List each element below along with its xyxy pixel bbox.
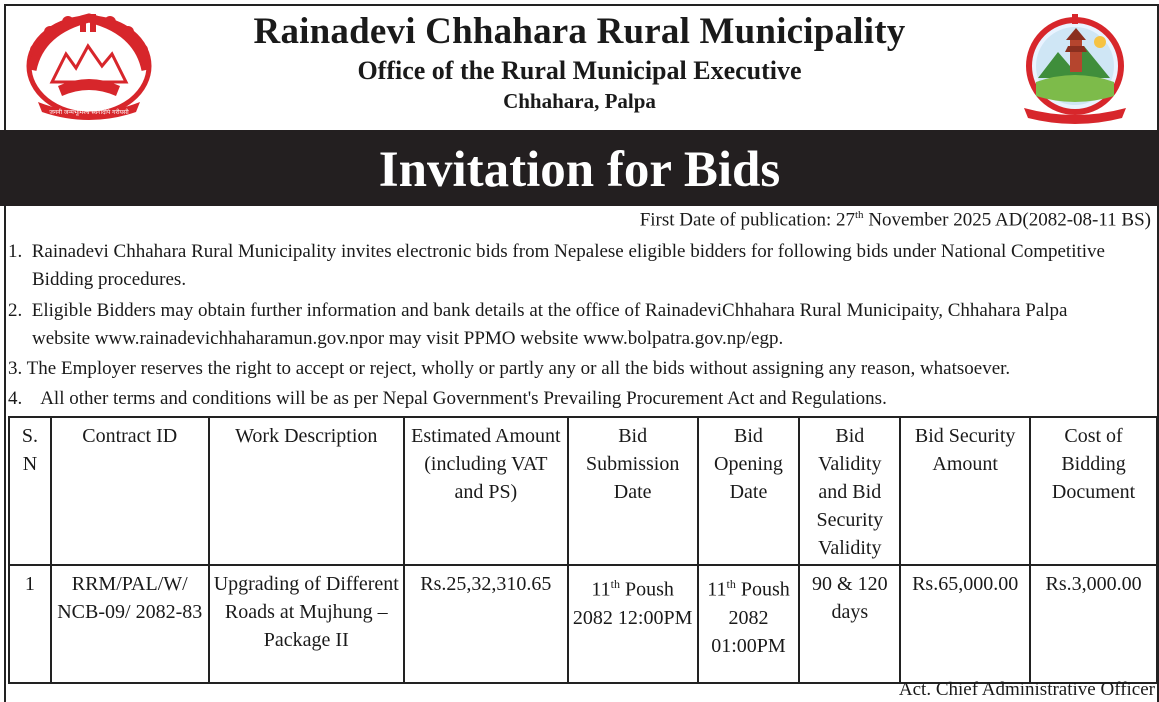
cell-document-cost: Rs.3,000.00 bbox=[1030, 565, 1157, 683]
bids-table bbox=[8, 416, 1158, 684]
header-security-amount: Bid Security Amount bbox=[900, 417, 1030, 565]
clause-4: 4. All other terms and conditions will be as per Nepal Government's Prevailing Procurement Act and Regulations. bbox=[8, 388, 887, 409]
municipality-logo-icon bbox=[1018, 12, 1132, 124]
cell-work-description: Upgrading of Different Roads at Mujhung – Package II bbox=[209, 565, 404, 683]
cell-security-amount: Rs.65,000.00 bbox=[900, 565, 1030, 683]
header-opening-date: Bid Opening Date bbox=[698, 417, 800, 565]
banner-title: Invitation for Bids bbox=[378, 142, 781, 198]
header-submission-date: Bid Submission Date bbox=[568, 417, 698, 565]
table-row bbox=[9, 565, 1157, 683]
signatory-title: Act. Chief Administrative Officer bbox=[898, 679, 1155, 700]
municipality-name: Rainadevi Chhahara Rural Municipality bbox=[253, 11, 906, 52]
clause-2: 2. Eligible Bidders may obtain further information and bank details at the office of RainadeviChhahara Rural Municipaity, Chhahara Palpa website www.rainadevichhaharamun.gov.npor may visit PPMO website www.bolpatra.gov.np/egp. bbox=[8, 300, 1068, 349]
office-name: Office of the Rural Municipal Executive bbox=[357, 56, 802, 85]
header-work-description: Work Description bbox=[209, 417, 404, 565]
letterhead bbox=[0, 0, 1159, 130]
publication-date: First Date of publication: 27th November 2025 AD(2082-08-11 BS) bbox=[639, 209, 1151, 231]
emblem-motto: जननी जन्मभूमिश्च स्वर्गादपि गरीयसी bbox=[49, 109, 129, 116]
cell-sn: 1 bbox=[9, 565, 51, 683]
table-header-row bbox=[9, 417, 1157, 565]
header-sn: S. N bbox=[9, 417, 51, 565]
cell-submission-date: 11th Poush 2082 12:00PM bbox=[568, 565, 698, 683]
cell-opening-date: 11th Poush 2082 01:00PM bbox=[698, 565, 800, 683]
cell-estimated-amount: Rs.25,32,310.65 bbox=[404, 565, 568, 683]
clause-3: 3. The Employer reserves the right to accept or reject, wholly or partly any or all the bids without assigning any reason, whatsoever. bbox=[8, 358, 1011, 379]
office-location: Chhahara, Palpa bbox=[503, 89, 656, 113]
header-contract-id: Contract ID bbox=[51, 417, 209, 565]
clause-1: 1. Rainadevi Chhahara Rural Municipality invites electronic bids from Nepalese eligible bidders for following bids under National Competitive Bidding procedures. bbox=[8, 241, 1105, 290]
cell-validity: 90 & 120 days bbox=[799, 565, 900, 683]
invitation-banner bbox=[0, 130, 1159, 206]
cell-contract-id: RRM/PAL/W/ NCB-09/ 2082-83 bbox=[51, 565, 209, 683]
header-document-cost: Cost of Bidding Document bbox=[1030, 417, 1157, 565]
header-validity: Bid Validity and Bid Security Validity bbox=[799, 417, 900, 565]
header-estimated-amount: Estimated Amount (including VAT and PS) bbox=[404, 417, 568, 565]
